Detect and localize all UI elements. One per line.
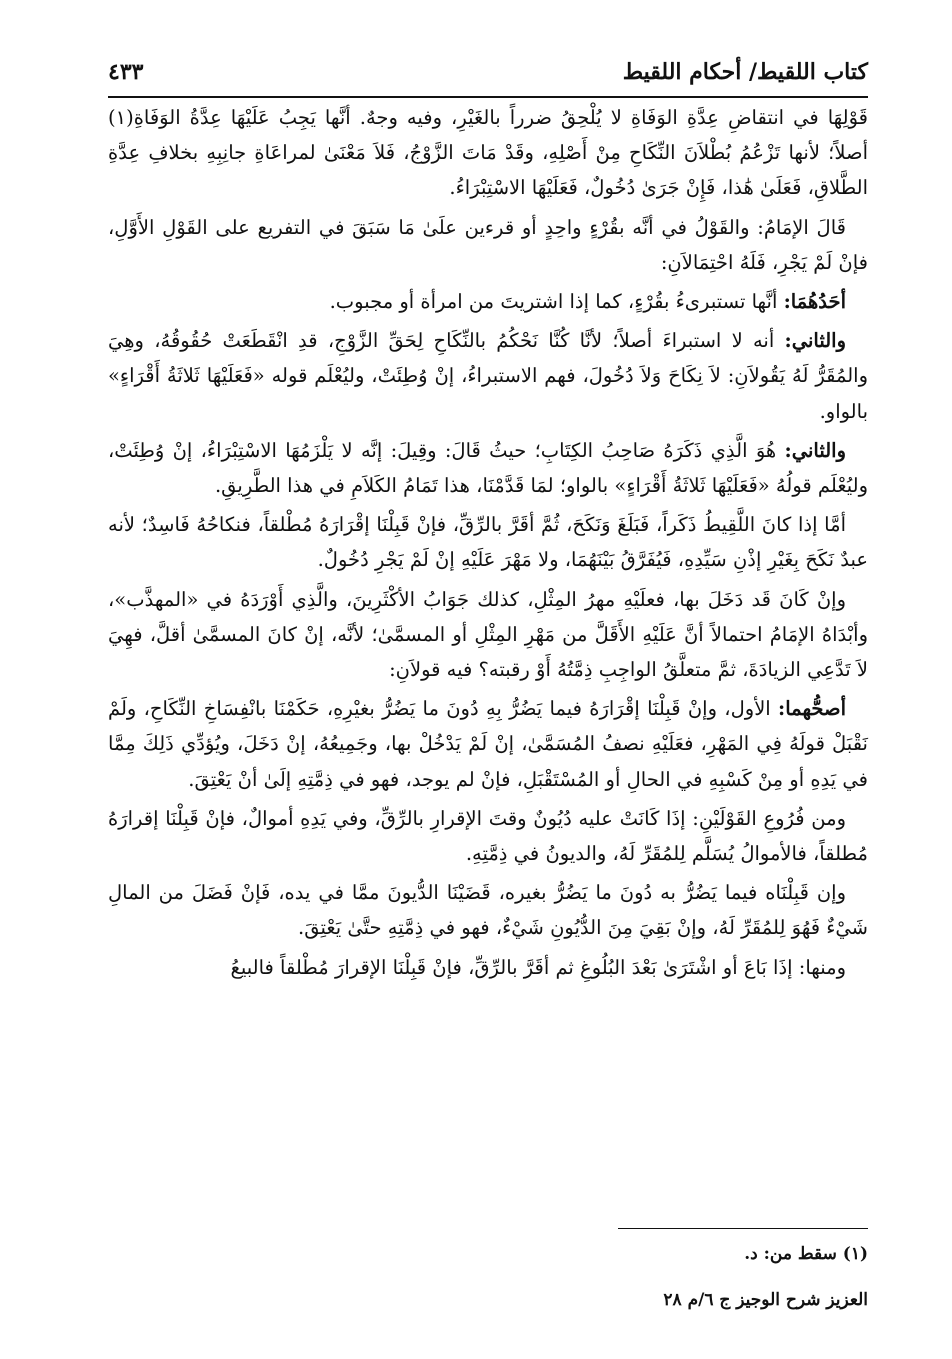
paragraph-text: الأول، وإنْ قَبِلْنَا إقْرَارَهُ فيما يَضُرُّ بِهِ دُونَ ما يَضُرُّ بغيْرِهِ، حَكَمْنَا بانْفِسَاخِ النِّكَاحِ، ولَمْ نَقْبَلْ قولَهُ فِي المَهْرِ، فعَلَيْهِ نصفُ المُسَمَّىٰ، إنْ لَمْ يَدْخُلْ بها، وجَمِيعُهُ، إنْ دَخَلَ، ويُؤدِّي ذَلِكَ مِمَّا في يَدِهِ أو مِنْ كَسْبِهِ في الحالِ أو المُسْتَقْبَلِ، فإنْ لم يوجد، فهو في ذِمَّتِهِ إلَىٰ أنْ يَعْتِقَ. <box>108 697 868 791</box>
paragraph-11 <box>108 950 868 985</box>
paragraph-6 <box>108 507 868 577</box>
paragraph-text: ومن فُرُوعِ القَوْلَيْنِ: إذَا كَانَتْ عليه دُيُونٌ وقتَ الإقرارِ بالرِّقِّ، وفي يَدِهِ أموالٌ، فإنْ قَبِلْنَا إقرارَهُ مُطلقاً، فالأموالُ يُسَلَّم لِلمُقَرِّ لَهُ، والديونُ في ذِمَّتِهِ. <box>108 806 868 866</box>
paragraph-text: قَالَ الإمَامُ: والقَوْلُ في أنَّه بقُرْءٍ واحِدٍ أو قرءين علَىٰ مَا سَبَقَ في التفريع على القَوْلِ الأَوَّلِ، فإنْ لَمْ يَجْرِ، فَلَهُ احْتِمَالاَنِ: <box>108 215 868 274</box>
paragraph-4 <box>108 323 868 429</box>
paragraph-8 <box>108 691 868 797</box>
running-header <box>108 52 868 92</box>
page-number: ٤٣٣ <box>108 59 144 85</box>
paragraph-lead: أصحُّهما: <box>778 697 846 721</box>
paragraph-7 <box>108 582 868 688</box>
paragraph-text: هُوَ الَّذِي ذَكَرَهُ صَاحِبُ الكِتَابِ؛ حيثُ قَالَ: وقِيلَ: إنَّه لا يَلْزَمُهَا الاسْتِبْرَاءُ، إنْ وُطِئَتْ، وليُعْلَم قولُهُ «فَعَلَيْهَا ثَلاثَةُ أَقْرَاءٍ» بالواو؛ لمَا قَدَّمْنَا، هذا تَمَامُ الكَلاَمِ في هذا الطَّرِيقِ. <box>108 438 868 498</box>
paragraph-text: أمَّا إذا كانَ اللَّقِيطُ ذَكَراً، فَبَلَغَ وَنَكَحَ، ثُمَّ أقَرَّ بالرِّقِّ، فإنْ قَبِلْنَا إقْرَارَهُ مُطْلقاً، فنكاحُهُ فَاسِدٌ؛ لأنه عبدٌ نَكَحَ بِغَيْرِ إذْنِ سَيِّدِهِ، فَيُفَرَّقُ بَيْنَهُمَا، ولا مَهْرَ عَلَيْهِ إنْ لَمْ يَجْرِ دُخُولٌ. <box>108 513 868 572</box>
body-text <box>108 100 868 989</box>
paragraph-9 <box>108 801 868 871</box>
paragraph-text: ومنها: إذَا بَاعَ أو اشْتَرَىٰ بَعْدَ البُلُوغِ ثم أقَرَّ بالرِّقِّ، فإنْ قَبِلْنَا الإقرارَ مُطْلقاً فالبيعُ <box>230 955 846 979</box>
paragraph-lead: والثاني: <box>784 438 846 462</box>
footnote-rule <box>618 1228 868 1229</box>
header-rule <box>108 96 868 98</box>
paragraph-3 <box>108 284 868 319</box>
paragraph-5 <box>108 433 868 503</box>
book-page <box>108 40 868 1330</box>
paragraph-lead: أحَدُهُمَا: <box>783 290 846 314</box>
footnote: (١) سقط من: د. <box>744 1244 868 1264</box>
paragraph-text: أنه لا استبراءَ أصلاً؛ لأنَّا كُنَّا نَحْكُمُ بالنِّكَاحِ لِحَقِّ الزَّوْجِ، قدِ انْقَطَعَتْ حُقُوقُهُ، وهِيَ والمُقَرُّ لَهُ يَقُولاَنِ: لاَ نِكَاحَ وَلاَ دُخُولَ، فهم الاستبراءُ، إنْ وُطِئَتْ، وليُعْلَم قوله «فَعَلَيْهَا ثَلاثَةُ أَقْرَاءٍ» بالواو. <box>108 329 868 423</box>
header-title: كتاب اللقيط/ أحكام اللقيط <box>622 59 868 85</box>
paragraph-lead: والثاني: <box>784 329 847 353</box>
paragraph-text: وإن قَبِلْنَاه فيما يَضُرُّ به دُونَ ما يَضُرُّ بغيره، قَضَيْنَا الدُّيونَ ممَّا في يده، فَإنْ فَضَلَ من المالِ شَيْءٌ فَهُوَ لِلمُقَرِّ لَهُ، وإنْ بَقِيَ مِنَ الدُّيُونِ شَيْءٌ، فهو في ذِمَّتِهِ حتَّىٰ يَعْتِقَ. <box>108 881 868 940</box>
page-footer: العزيز شرح الوجيز ج ٦/م ٢٨ <box>663 1290 868 1310</box>
paragraph-1 <box>108 100 868 206</box>
paragraph-text: قَوْلِهَا في انتقاضِ عِدَّةِ الوَفَاةِ لا يُلْحِقُ ضرراً بالغَيْرِ، وفيه وجهٌ. أنَّها يَجِبُ عَلَيْهَا عِدَّةُ الوَفَاةِ(١) أصلاً؛ لأنها تَزْعُمُ بُطْلاَنَ النِّكَاحِ مِنْ أَصْلِهِ، وقَدْ مَاتَ الزَّوْجُ، فَلاَ مَعْنَىٰ لمراعَاةِ جانِبِهِ بخلافِ عِدَّةِ الطَّلاقِ، فَعَلَىٰ هَٰذا، فَإِنْ جَرَىٰ دُخُولٌ، فَعَلَيْهَا الاسْتِبْرَاءُ. <box>108 106 868 200</box>
paragraph-text: وإنْ كَانَ قَد دَخَلَ بها، فعلَيْهِ مهرُ المِثْلِ، كذلك جَوَابُ الأكْثَرِينَ، والَّذِي أَوْرَدَهُ في «المهذَّب»، وأبْدَاهُ الإمَامُ احتمالاً أنَّ عَلَيْهِ الأَقَلَّ من مَهْرِ المِثْلِ أو المسمَّىٰ؛ لأنَّه، إنْ كانَ المسمَّىٰ أقلَّ، فهِيَ لاَ تَدَّعِي الزيادَةَ، ثمَّ متعلَّقُ الواجِبِ ذِمَّتُهُ أَوْ رقبته؟ فيه قولاَنِ: <box>108 587 868 682</box>
paragraph-2 <box>108 210 868 280</box>
paragraph-10 <box>108 875 868 945</box>
paragraph-text: أنَّها تستبرىءُ بقُرْءٍ، كما إذا اشتريتَ من امرأة أو مجبوب. <box>329 290 778 314</box>
